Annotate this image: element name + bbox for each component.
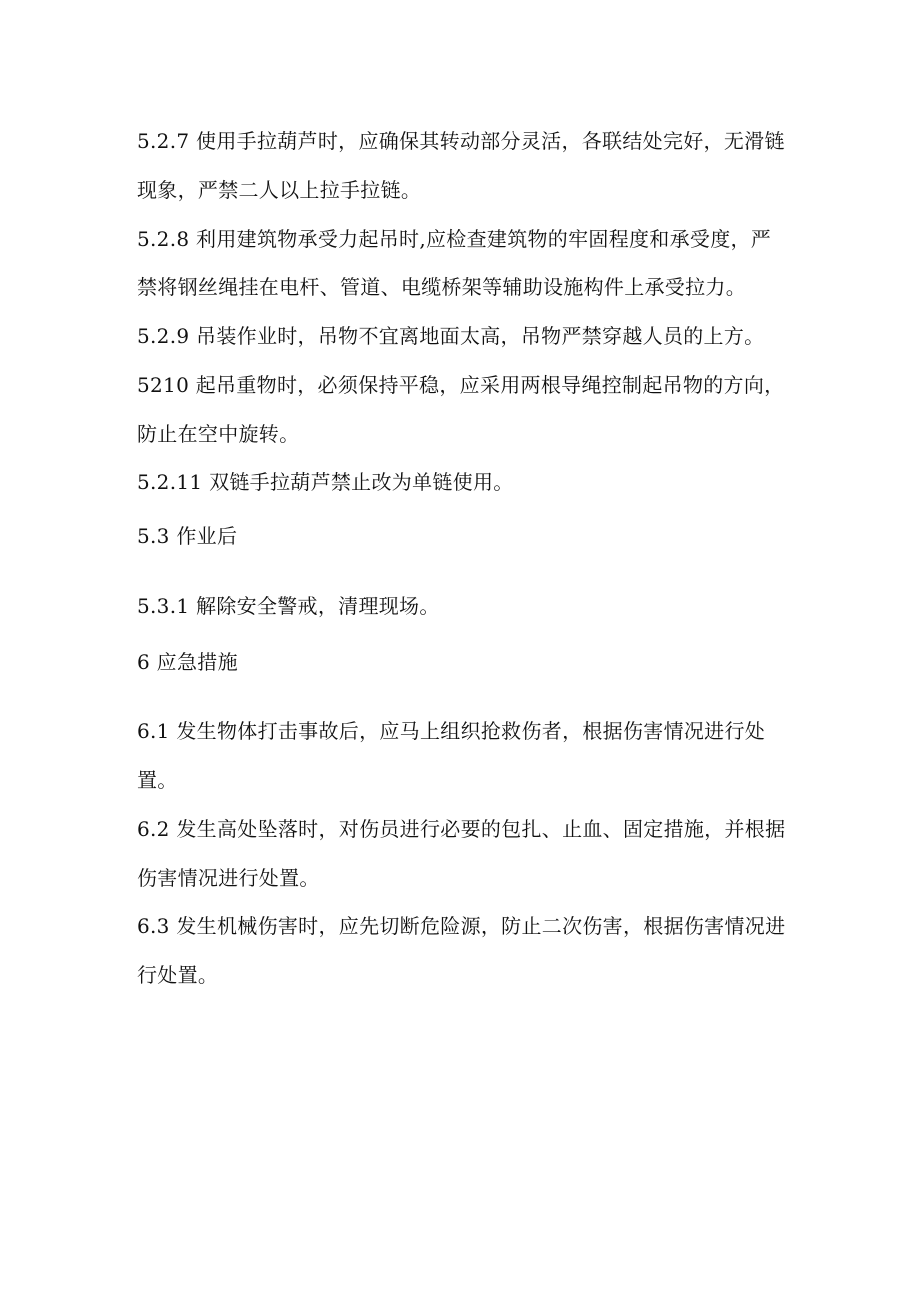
text-line: 5.3.1 解除安全警戒，清理现场。 xyxy=(137,594,440,618)
text-line: 6.1 发生物体打击事故后，应马上组织抢救伤者，根据伤害情况进行处 xyxy=(137,719,766,743)
section-heading: 5.3 作业后 xyxy=(137,524,238,548)
text-line: 行处置。 xyxy=(137,963,219,987)
section-heading: 6 应急措施 xyxy=(137,650,238,674)
text-line: 5.2.8 利用建筑物承受力起吊时,应检查建筑物的牢固程度和承受度，严 xyxy=(137,227,772,251)
text-line: 6.3 发生机械伤害时，应先切断危险源，防止二次伤害，根据伤害情况进 xyxy=(137,914,786,938)
text-line: 置。 xyxy=(137,768,178,792)
text-line: 6.2 发生高处坠落时，对伤员进行必要的包扎、止血、固定措施，并根据 xyxy=(137,817,786,841)
text-line: 5.2.11 双链手拉葫芦禁止改为单链使用。 xyxy=(137,470,514,494)
text-line: 防止在空中旋转。 xyxy=(137,422,300,446)
text-line: 5.2.7 使用手拉葫芦时，应确保其转动部分灵活，各联结处完好，无滑链 xyxy=(137,129,785,153)
text-line: 5.2.9 吊装作业时，吊物不宜离地面太高，吊物严禁穿越人员的上方。 xyxy=(137,324,765,348)
text-line: 伤害情况进行处置。 xyxy=(137,866,320,890)
text-line: 5210 起吊重物时，必须保持平稳，应采用两根导绳控制起吊物的方向， xyxy=(137,373,785,397)
text-line: 禁将钢丝绳挂在电杆、管道、电缆桥架等辅助设施构件上承受拉力。 xyxy=(137,275,746,299)
text-line: 现象，严禁二人以上拉手拉链。 xyxy=(137,178,422,202)
